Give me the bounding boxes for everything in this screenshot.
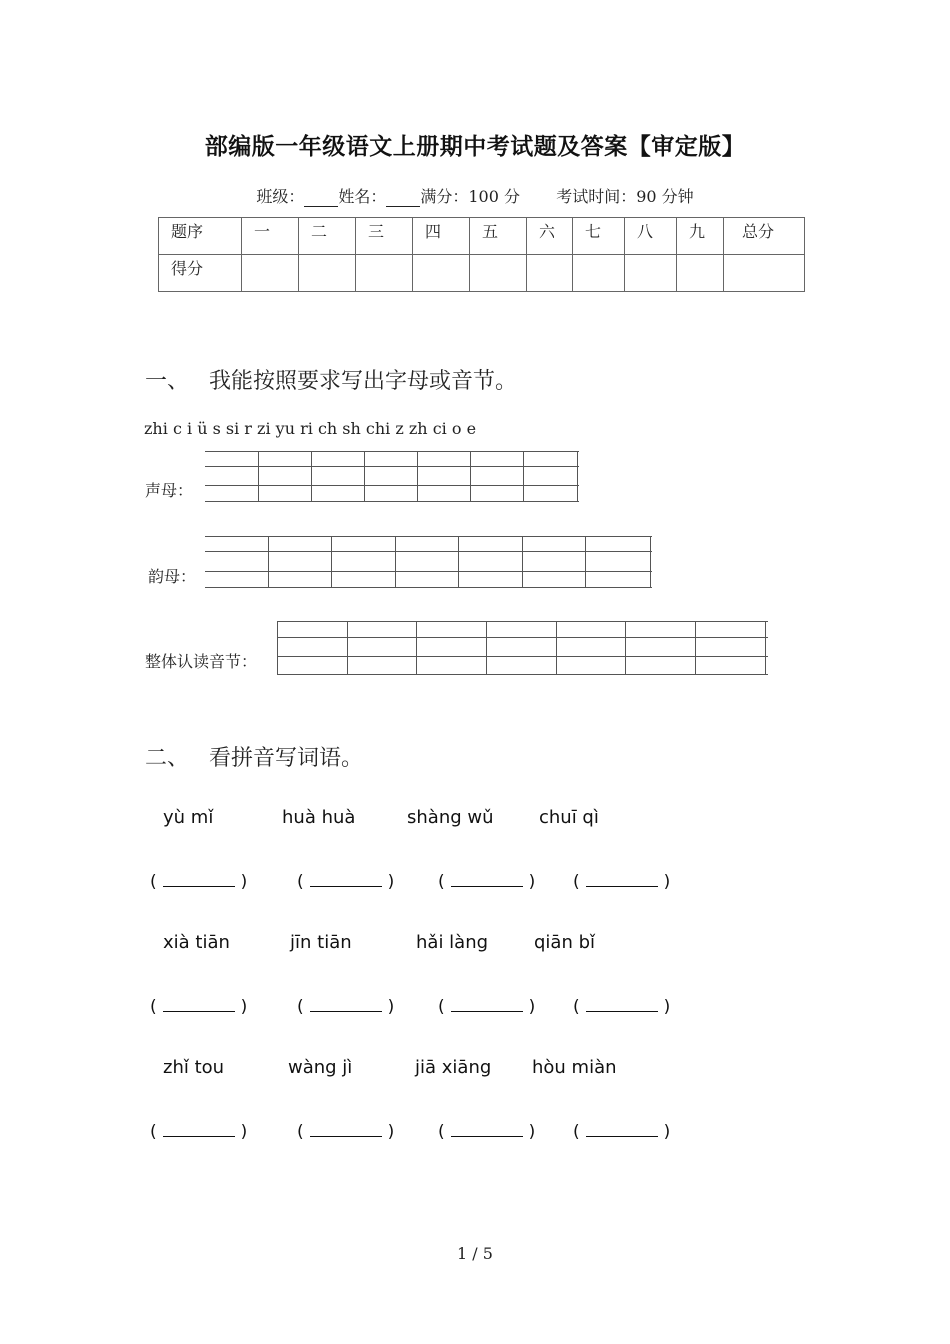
pinyin-word: wàng jì (288, 1057, 353, 1078)
score-table (158, 217, 805, 292)
answer-blank[interactable]: ( ) (297, 872, 395, 892)
answer-blank[interactable]: ( ) (573, 872, 671, 892)
yunmu-label: 韵母： (148, 567, 197, 586)
zhengti-writing-grid[interactable] (277, 621, 768, 674)
page-number: 1 / 5 (457, 1244, 493, 1263)
exam-info (0, 184, 950, 207)
score-cell[interactable] (527, 255, 573, 292)
pinyin-word: hòu miàn (532, 1057, 617, 1078)
pinyin-word: hǎi làng (416, 932, 489, 953)
section-1-title: 我能按照要求写出字母或音节。 (209, 369, 518, 394)
section-2-title: 看拼音写词语。 (209, 746, 364, 771)
section-2-heading (145, 741, 363, 772)
name-blank (386, 192, 420, 207)
class-blank (304, 192, 338, 207)
answer-blank[interactable]: ( ) (150, 997, 248, 1017)
score-cell[interactable] (356, 255, 413, 292)
section-1-heading (145, 364, 517, 395)
full-score: 满分：100 分 (420, 187, 521, 206)
name-label: 姓名： (338, 187, 387, 206)
yunmu-writing-grid[interactable] (205, 536, 652, 587)
score-header-cell: 八 (625, 218, 677, 255)
section-2-number: 二、 (145, 746, 190, 771)
answer-blank[interactable]: ( ) (438, 872, 536, 892)
answer-blank[interactable]: ( ) (297, 1122, 395, 1142)
pinyin-word: jiā xiāng (415, 1057, 492, 1078)
score-header-cell: 题序 (159, 218, 242, 255)
score-table-score-row (159, 255, 805, 292)
score-row-label: 得分 (159, 255, 242, 292)
answer-blank[interactable]: ( ) (150, 872, 248, 892)
score-cell[interactable] (299, 255, 356, 292)
score-header-cell: 七 (573, 218, 625, 255)
answer-blank[interactable]: ( ) (573, 1122, 671, 1142)
score-cell[interactable] (724, 255, 805, 292)
pinyin-word: zhǐ tou (163, 1057, 225, 1078)
answer-blank[interactable]: ( ) (297, 997, 395, 1017)
score-header-cell: 六 (527, 218, 573, 255)
score-header-cell: 一 (242, 218, 299, 255)
score-cell[interactable] (625, 255, 677, 292)
pinyin-word: huà huà (282, 807, 356, 828)
score-header-cell: 五 (470, 218, 527, 255)
score-cell[interactable] (573, 255, 625, 292)
score-cell[interactable] (413, 255, 470, 292)
score-header-cell: 九 (677, 218, 724, 255)
answer-blank[interactable]: ( ) (150, 1122, 248, 1142)
score-cell[interactable] (242, 255, 299, 292)
section-1-number: 一、 (145, 369, 190, 394)
letter-list: zhi c i ü s si r zi yu ri ch sh chi z zh ci o e (144, 419, 477, 438)
exam-time: 考试时间：90 分钟 (556, 187, 694, 206)
score-header-cell: 总分 (724, 218, 805, 255)
pinyin-word: jīn tiān (290, 932, 352, 953)
score-header-cell: 四 (413, 218, 470, 255)
zhengti-label: 整体认读音节： (145, 652, 258, 671)
class-label: 班级： (256, 187, 305, 206)
pinyin-word: qiān bǐ (534, 932, 596, 953)
answer-blank[interactable]: ( ) (438, 1122, 536, 1142)
answer-blank[interactable]: ( ) (573, 997, 671, 1017)
pinyin-word: chuī qì (539, 807, 599, 828)
score-table-header-row (159, 218, 805, 255)
shengmu-label: 声母： (145, 481, 194, 500)
pinyin-word: xià tiān (163, 932, 230, 953)
score-header-cell: 二 (299, 218, 356, 255)
shengmu-writing-grid[interactable] (205, 451, 579, 501)
answer-blank[interactable]: ( ) (438, 997, 536, 1017)
score-cell[interactable] (677, 255, 724, 292)
pinyin-word: yù mǐ (163, 807, 214, 828)
page-title: 部编版一年级语文上册期中考试题及答案【审定版】 (204, 134, 746, 160)
score-cell[interactable] (470, 255, 527, 292)
score-header-cell: 三 (356, 218, 413, 255)
pinyin-word: shàng wǔ (407, 807, 494, 828)
